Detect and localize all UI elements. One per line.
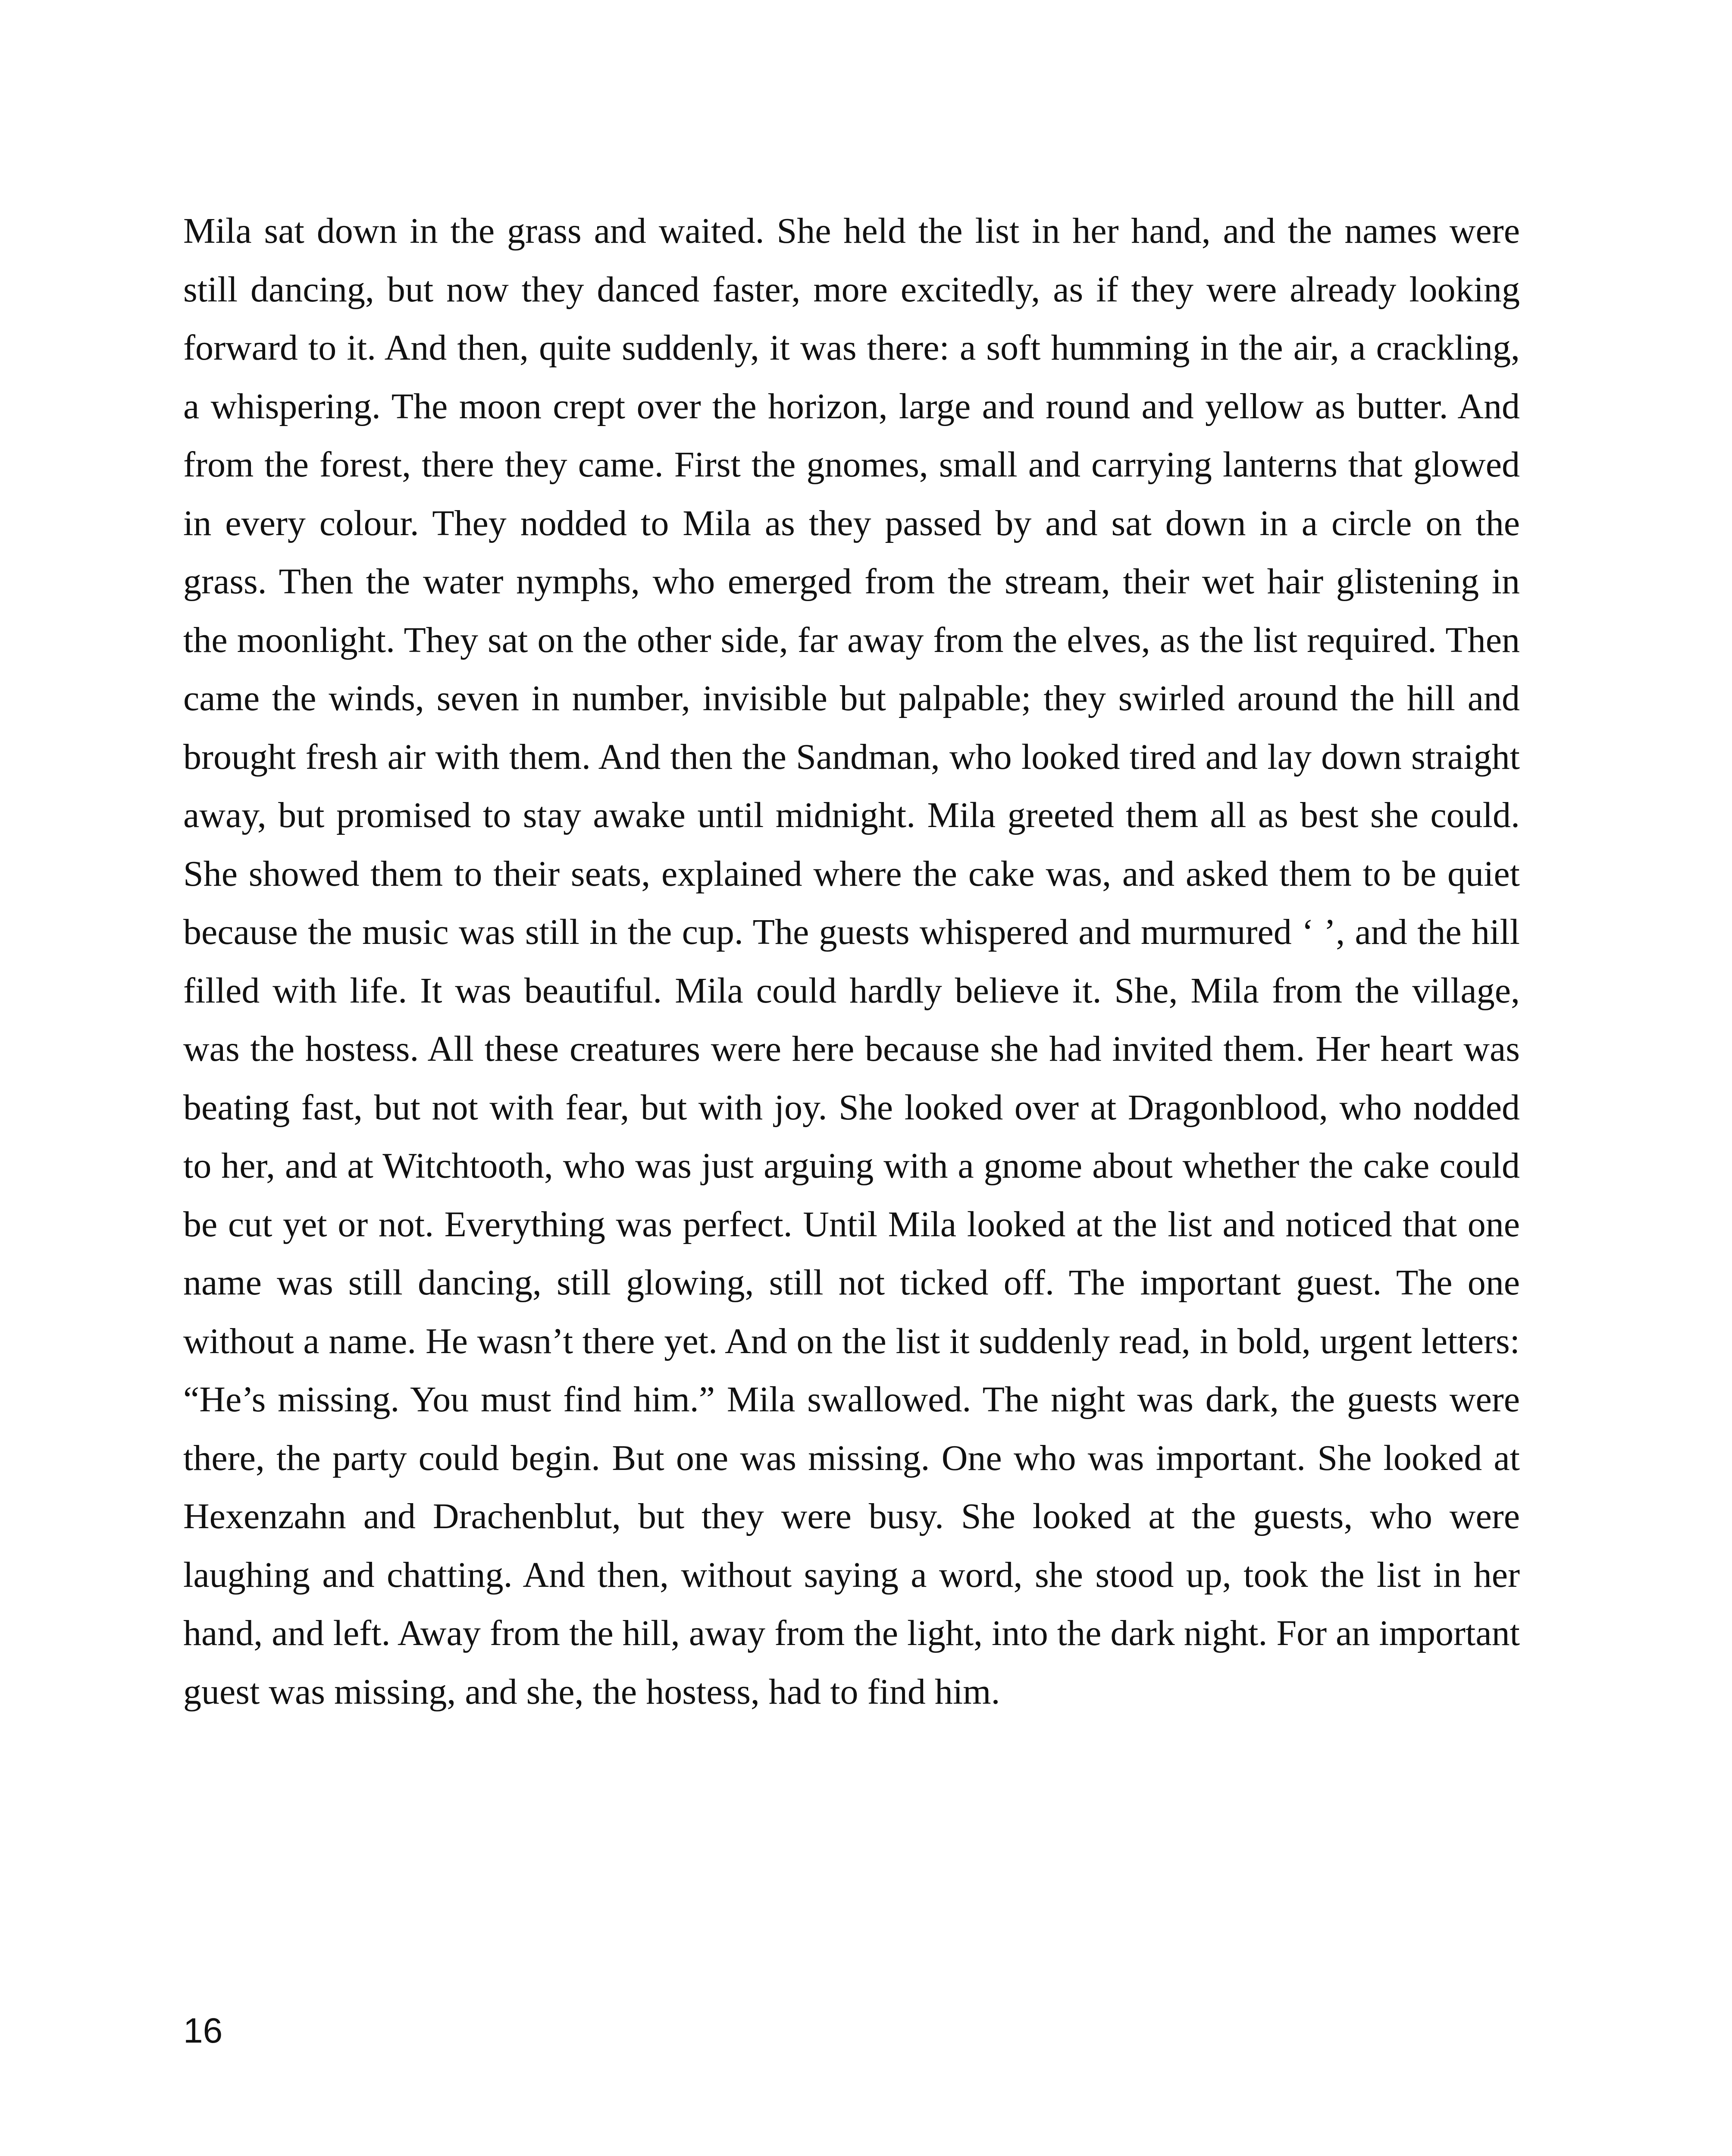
- page-number: 16: [183, 2011, 223, 2050]
- body-paragraph: Mila sat down in the grass and waited. She held the list in her hand, and the names were still dancing, but now they danced faster, more excitedly, as if they were already looking forward to it. And then, quite suddenly, it was there: a soft humming in the air, a crackling, a whispering. The moon crept over the horizon, large and round and yellow as butter. And from the forest, there they came. First the gnomes, small and carrying lanterns that glowed in every colour. They nodded to Mila as they passed by and sat down in a circle on the grass. Then the water nymphs, who emerged from the stream, their wet hair glistening in the moonlight. They sat on the other side, far away from the elves, as the list required. Then came the winds, seven in number, invisible but palpable; they swirled around the hill and brought fresh air with them. And then the Sandman, who looked tired and lay down straight away, but promised to stay awake until midnight. Mila greeted them all as best she could. She showed them to their seats, explained where the cake was, and asked them to be quiet because the music was still in the cup. The guests whispered and murmured ‘ ’, and the hill filled with life. It was beautiful. Mila could hardly believe it. She, Mila from the village, was the hostess. All these creatures were here because she had invited them. Her heart was beating fast, but not with fear, but with joy. She looked over at Dragonblood, who nodded to her, and at Witchtooth, who was just arguing with a gnome about whether the cake could be cut yet or not. Everything was perfect. Until Mila looked at the list and noticed that one name was still dancing, still glowing, still not ticked off. The important guest. The one without a name. He wasn’t there yet. And on the list it suddenly read, in bold, urgent letters: “He’s missing. You must find him.” Mila swallowed. The night was dark, the guests were there, the party could begin. But one was missing. One who was important. She looked at Hexenzahn and Drachenblut, but they were busy. She looked at the guests, who were laughing and chatting. And then, without saying a word, she stood up, took the list in her hand, and left. Away from the hill, away from the light, into the dark night. For an important guest was missing, and she, the hostess, had to find him.: [183, 211, 1520, 1712]
